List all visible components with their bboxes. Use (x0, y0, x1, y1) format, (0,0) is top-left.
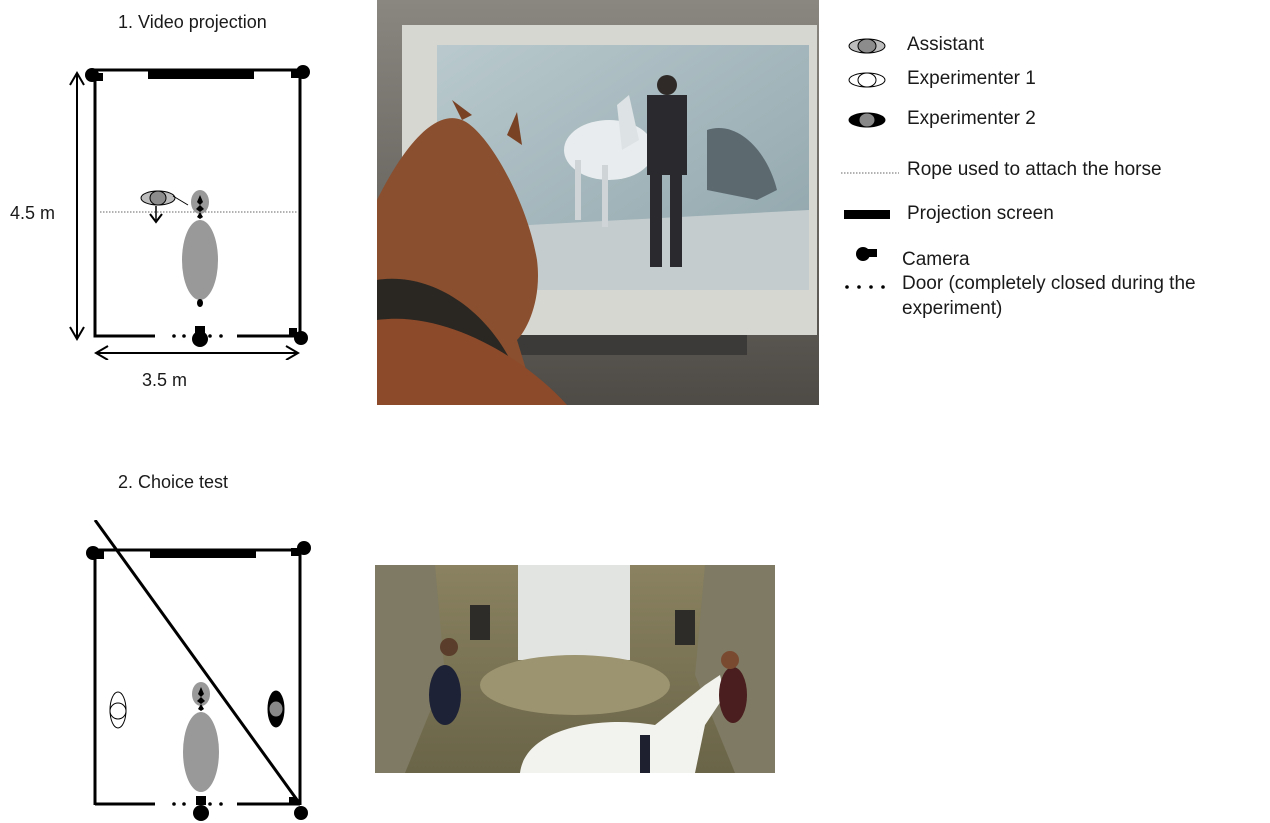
camera-top-left (86, 546, 104, 560)
person-white-icon (846, 70, 888, 90)
camera-door (193, 796, 209, 821)
panel-2-floor-plan (60, 520, 330, 823)
person-gray-icon (846, 36, 888, 56)
camera-icon (855, 246, 881, 264)
width-label: 3.5 m (142, 370, 188, 390)
legend-label-door-line2: experiment) (902, 298, 1003, 319)
door-dots-icon (844, 282, 898, 292)
panel-2-title: 2. Choice test (118, 472, 229, 492)
legend-label-experimenter-2: Experimenter 2 (907, 108, 1036, 129)
camera-top-right (291, 541, 311, 556)
legend-label-experimenter-1: Experimenter 1 (907, 68, 1036, 89)
person-black-icon (846, 110, 888, 130)
legend-label-projection-screen: Projection screen (907, 203, 1054, 224)
assistant-figure (141, 191, 188, 222)
legend-label-door: Door (completely closed during the (902, 273, 1196, 294)
panel-1-floor-plan (60, 55, 330, 360)
legend-label-rope: Rope used to attach the horse (907, 159, 1162, 180)
video-projection-photo (377, 0, 819, 405)
width-arrow (96, 346, 298, 360)
screen-bar-icon (844, 210, 894, 220)
choice-test-photo (375, 565, 775, 773)
panel-1-title: 1. Video projection (118, 12, 267, 32)
rope-line-icon (840, 170, 900, 176)
experimenter-1-figure (110, 692, 126, 728)
horse-shape (183, 682, 219, 792)
camera-top-right (291, 65, 310, 79)
camera-door (192, 326, 208, 347)
height-arrow (70, 73, 84, 339)
height-label: 4.5 m (10, 203, 56, 223)
projection-screen-bar (148, 70, 254, 79)
experimenter-2-figure (268, 691, 284, 727)
horse-shape (182, 190, 218, 307)
legend-label-camera: Camera (902, 249, 970, 270)
legend-label-assistant: Assistant (907, 34, 985, 55)
projection-screen-bar (150, 549, 256, 558)
